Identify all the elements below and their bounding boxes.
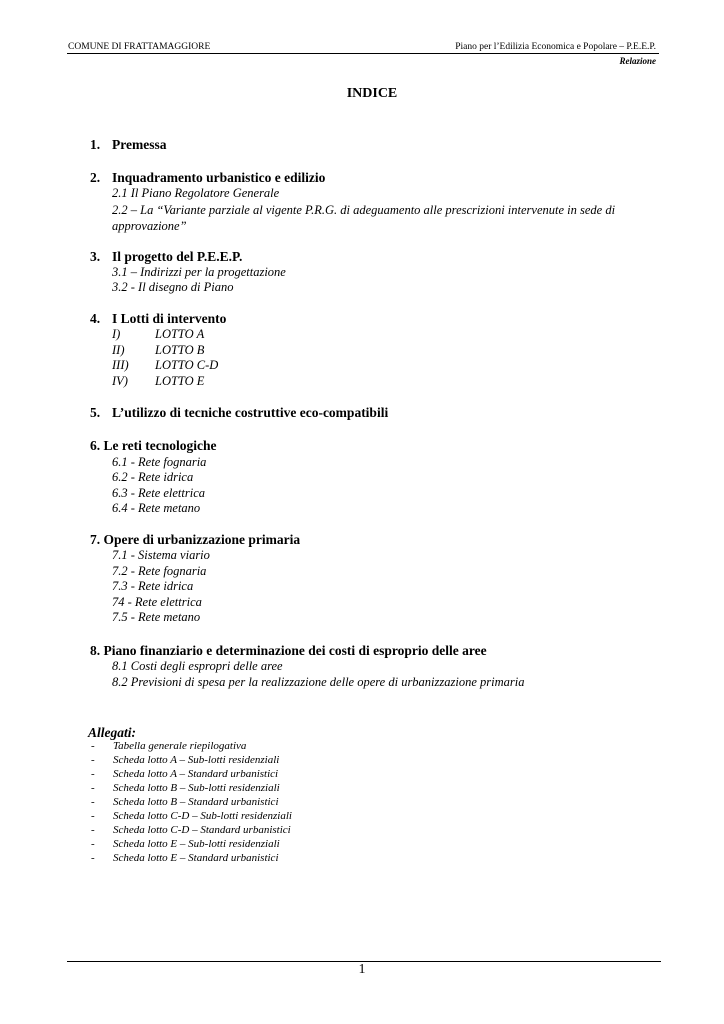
toc-subitem [112,327,204,342]
section-6-heading: 6. Le reti tecnologiche [90,438,217,453]
section-7-heading: 7. Opere di urbanizzazione primaria [90,532,301,547]
attachment-label: Scheda lotto C-D – Standard urbanistici [113,824,291,836]
bullet-dash: - [91,838,95,850]
lot-name: LOTTO C-D [155,358,219,372]
attachment-label: Scheda lotto E – Standard urbanistici [113,852,279,864]
section-4-heading [90,311,226,327]
section-title: Il progetto del P.E.E.P. [112,249,243,264]
toc-subitem: 8.1 Costi degli espropri delle aree [112,659,283,673]
attachment-item [91,796,279,808]
attachment-item [91,754,280,766]
header-left: COMUNE DI FRATTAMAGGIORE [68,42,211,52]
bullet-dash: - [91,740,95,752]
bullet-dash: - [91,782,95,794]
section-2-heading [90,170,325,186]
attachment-label: Scheda lotto B – Sub-lotti residenziali [113,782,280,794]
lot-name: LOTTO E [155,374,205,388]
toc-subitem: 74 - Rete elettrica [112,595,202,609]
bullet-dash: - [91,824,95,836]
roman-numeral: II) [112,343,125,357]
attachment-item [91,768,279,780]
section-1-heading [90,137,166,153]
toc-subitem: 2.2 – La “Variante parziale al vigente P.R.G. di adeguamento alle prescrizioni intervenute in sede di approvazione” [112,203,616,233]
section-title: Inquadramento urbanistico e edilizio [112,170,326,185]
toc-subitem: 2.1 Il Piano Regolatore Generale [112,186,280,200]
section-number: 4. [90,311,101,326]
toc-subitem: 6.2 - Rete idrica [112,470,194,484]
toc-subitem [112,343,204,358]
toc-subitem: 7.1 - Sistema viario [112,548,210,562]
toc-subitem: 3.1 – Indirizzi per la progettazione [112,265,286,279]
header-divider [67,53,659,54]
section-number: 1. [90,137,101,152]
page-title: INDICE [346,86,398,101]
bullet-dash: - [91,768,95,780]
attachment-item [91,852,279,864]
attachment-item [91,838,280,850]
toc-subitem: 7.2 - Rete fognaria [112,564,207,578]
toc-subitem: 6.1 - Rete fognaria [112,455,207,469]
bullet-dash: - [91,810,95,822]
attachment-label: Scheda lotto B – Standard urbanistici [113,796,279,808]
section-title: I Lotti di intervento [112,311,227,326]
attachment-label: Scheda lotto E – Sub-lotti residenziali [113,838,280,850]
roman-numeral: III) [112,358,129,372]
bullet-dash: - [91,796,95,808]
attachment-label: Tabella generale riepilogativa [113,740,247,752]
attachment-label: Scheda lotto C-D – Sub-lotti residenziali [113,810,292,822]
header-right: Piano per l’Edilizia Economica e Popolare – P.E.E.P. [455,42,656,52]
toc-subitem [112,358,218,373]
section-number: 5. [90,405,101,420]
header-subtitle: Relazione [619,56,656,66]
attachment-item [91,740,247,752]
bullet-dash: - [91,852,95,864]
toc-subitem: 7.5 - Rete metano [112,610,201,624]
toc-subitem: 3.2 - Il disegno di Piano [112,280,234,294]
section-number: 3. [90,249,101,264]
roman-numeral: IV) [112,374,128,388]
toc-subitem: 7.3 - Rete idrica [112,579,194,593]
roman-numeral: I) [112,327,121,341]
section-title: Premessa [112,137,167,152]
attachment-item [91,810,292,822]
toc-subitem: 6.3 - Rete elettrica [112,486,206,500]
attachment-item [91,824,291,836]
attachment-item [91,782,280,794]
attachment-label: Scheda lotto A – Sub-lotti residenziali [113,754,280,766]
toc-subitem: 8.2 Previsioni di spesa per la realizzazione delle opere di urbanizzazione primaria [112,675,525,689]
section-5-heading [90,405,388,421]
bullet-dash: - [91,754,95,766]
toc-subitem [112,374,204,389]
lot-name: LOTTO A [155,327,205,341]
section-title: L’utilizzo di tecniche costruttive eco-compatibili [112,405,389,420]
lot-name: LOTTO B [155,343,205,357]
section-8-heading: 8. Piano finanziario e determinazione dei costi di esproprio delle aree [90,643,487,658]
toc-subitem: 6.4 - Rete metano [112,501,201,515]
page-number: 1 [358,962,366,977]
section-number: 2. [90,170,101,185]
attachment-label: Scheda lotto A – Standard urbanistici [113,768,279,780]
section-3-heading [90,249,242,265]
attachments-title: Allegati: [88,725,136,740]
